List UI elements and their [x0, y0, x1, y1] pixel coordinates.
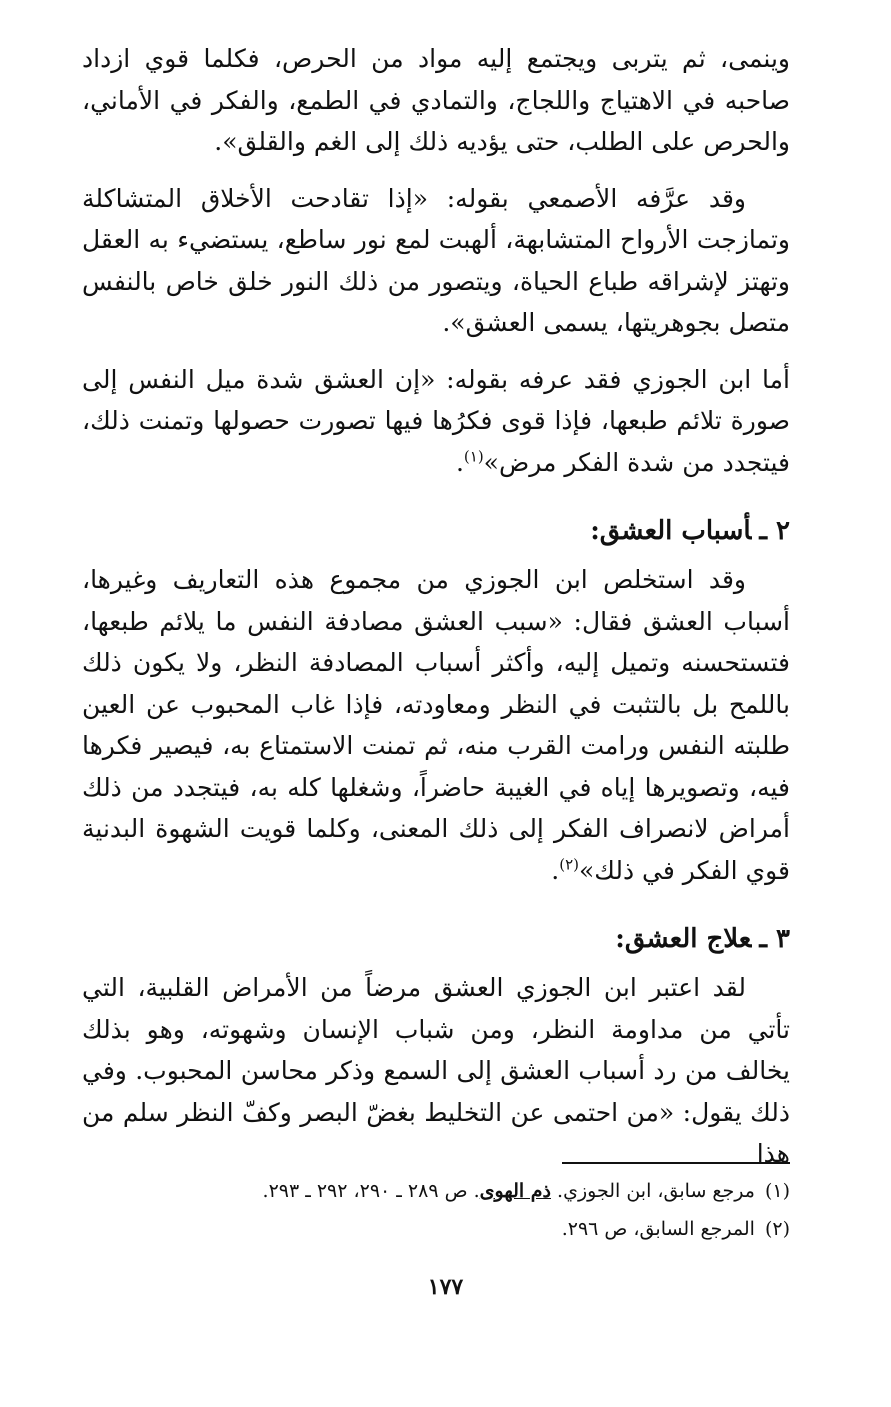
- footnote-2: [140, 1210, 790, 1248]
- footnote-ref-1[interactable]: (١): [463, 447, 484, 466]
- causes-text: وقد استخلص ابن الجوزي من مجموع هذه التعاريف وغيرها، أسباب العشق فقال: «سبب العشق مصادفة النفس ما يلائم طبعها، فتستحسنه وتميل إليه، وأكثر أسباب المصادفة النظر، ولا يكون ذلك باللمح بل بالتثبت في النظر ومعاودته، فإذا غاب المحبوب عن العين طلبته النفس ورامت القرب منه، ثم تمنت الاستمتاع به، فيصير فكرها فيه، وتصويرها إياه في الغيبة حاضراً، وشغلها كله به، فيتجدد من ذلك أمراض لانصراف الفكر إلى ذلك المعنى، وكلما قويت الشهوة البدنية قوي الفكر في ذلك»: [82, 565, 790, 885]
- footnote-1-mark: (١): [764, 1180, 790, 1202]
- jawzi-definition-text: أما ابن الجوزي فقد عرفه بقوله: «إن العشق شدة ميل النفس إلى صورة تلائم طبعها، فإذا قوى فكرُها فيها تصورت حصولها وتمنت ذلك، فيتجدد من شدة الفكر مرض»: [82, 364, 790, 477]
- causes-paragraph: [82, 559, 790, 891]
- footnote-1-book-title: ذم الهوى: [479, 1180, 551, 1202]
- section-number-3: ٣ ـ: [759, 924, 790, 954]
- jawzi-definition-paragraph: [82, 359, 790, 484]
- asmai-definition-paragraph: وقد عرَّفه الأصمعي بقوله: «إذا تقادحت الأخلاق المتشاكلة وتمازجت الأرواح المتشابهة، ألهبت لمع نور ساطع، يستضيء به العقل وتهتز لإشراقه طباع الحياة، ويتصور من ذلك النور خلق خاص بالنفس متصل بجوهريتها، يسمى العشق».: [82, 183, 790, 337]
- footnote-1: [140, 1172, 790, 1210]
- section-heading-causes: [82, 509, 790, 553]
- footnote-2-text: المرجع السابق، ص ٢٩٦.: [561, 1218, 755, 1240]
- footnote-2-mark: (٢): [764, 1218, 790, 1240]
- footnote-ref-2[interactable]: (٢): [559, 855, 579, 874]
- treatment-paragraph: لقد اعتبر ابن الجوزي العشق مرضاً من الأمراض القلبية، التي تأتي من مداومة النظر، ومن شباب الإنسان وشهوته، وهو بذلك يخالف من رد أسباب العشق إلى السمع وذكر محاسن المحبوب. وفي ذلك يقول: «من احتمى عن التخليط بغضّ البصر وكفّ النظر سلم من هذا: [82, 973, 790, 1168]
- page-number: ١٧٧: [427, 1274, 464, 1300]
- page-body: [82, 38, 790, 1190]
- section-title-causes: أسباب العشق:: [590, 516, 752, 546]
- footnote-1-pages: . ص ٢٨٩ ـ ٢٩٠، ٢٩٢ ـ ٢٩٣.: [262, 1180, 480, 1202]
- footnote-1-source: مرجع سابق، ابن الجوزي.: [557, 1180, 755, 1202]
- causes-end: .: [551, 855, 560, 885]
- section-title-treatment: علاج العشق:: [615, 924, 752, 954]
- intro-paragraph: وينمى، ثم يتربى ويجتمع إليه مواد من الحرص، فكلما قوي ازداد صاحبه في الاهتياج واللجاج، والتمادي في الطمع، والفكر في الأماني، والحرص على الطلب، حتى يؤديه ذلك إلى الغم والقلق».: [82, 44, 790, 156]
- section-number-2: ٢ ـ: [759, 516, 790, 546]
- jawzi-definition-end: .: [455, 447, 464, 477]
- section-heading-treatment: [82, 917, 790, 961]
- footnotes: [140, 1162, 790, 1248]
- footnote-divider: [562, 1162, 790, 1164]
